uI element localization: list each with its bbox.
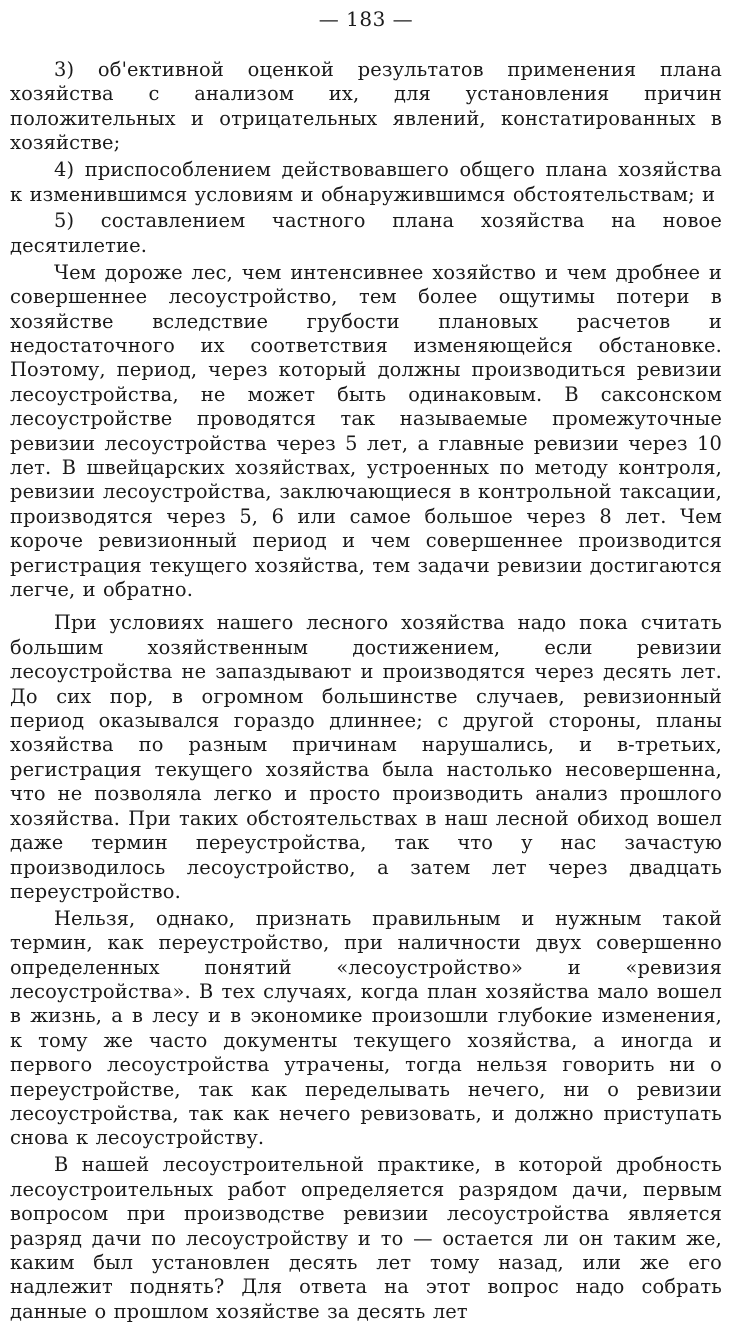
paragraph-item-5: 5) составлением частного плана хозяйства на новое десятилетие. xyxy=(10,209,722,257)
paragraph-our-conditions: При условиях нашего лесного хозяйства надо пока считать большим хозяйственным достижением, если ревизии лесоустройства не запаздывают и производятся через десять лет. До сих пор, в огромном большинстве случаев, ревизионный период оказывался гораздо длиннее; с другой стороны, планы хозяйства по разным причинам нарушались, и в-третьих, регистрация текущего хозяйства была настолько несовершенна, что не позволяла легко и просто производить анализ прошлого хозяйства. При таких обстоятельствах в наш лесной обиход вошел даже термин переустройства, так что у нас зачастую производилось лесоустройство, а затем лет через двадцать переустройство. xyxy=(10,611,722,903)
paragraph-item-4: 4) приспособлением действовавшего общего плана хозяйства к изменившимся условиям и обнаружившимся обстоятельствам; и xyxy=(10,158,722,206)
paragraph-item-3: 3) об'ективной оценкой результатов применения плана хозяйства с анализом их, для установления причин положительных и отрицательных явлений, констатированных в хозяйстве; xyxy=(10,58,722,155)
paragraph-practice: В нашей лесоустроительной практике, в которой дробность лесоустроительных работ определяется разрядом дачи, первым вопросом при производстве ревизии лесоустройства является разряд дачи по лесоустройству и то — остается ли он таким же, каким был установлен десять лет тому назад, или же его надлежит поднять? Для ответа на этот вопрос надо собрать данные о прошлом хозяйстве за десять лет xyxy=(10,1153,722,1323)
paragraph-revision-period: Чем дороже лес, чем интенсивнее хозяйство и чем дробнее и совершеннее лесоустройство, тем более ощутимы потери в хозяйстве вследствие грубости плановых расчетов и недостаточного их соответствия изменяющейся обстановке. Поэтому, период, через который должны производиться ревизии лесоустройства, не может быть одинаковым. В саксонском лесоустройстве проводятся так называемые промежуточные ревизии лесоустройства через 5 лет, а главные ревизии через 10 лет. В швейцарских хозяйствах, устроенных по методу контроля, ревизии лесоустройства, заключающиеся в контрольной таксации, производятся через 5, 6 или самое большое через 8 лет. Чем короче ревизионный период и чем совершеннее производится регистрация текущего хозяйства, тем задачи ревизии достигаются легче, и обратно. xyxy=(10,260,722,602)
paragraph-reorganization-term: Нельзя, однако, признать правильным и нужным такой термин, как переустройство, при наличности двух совершенно определенных понятий «лесоустройство» и «ревизия лесоустройства». В тех случаях, когда план хозяйства мало вошел в жизнь, а в лесу и в экономике произошли глубокие изменения, к тому же часто документы текущего хозяйства, а иногда и первого лесоустройства утрачены, тогда нельзя говорить ни о переустройстве, так как переделывать нечего, ни о ревизии лесоустройства, так как нечего ревизовать, и должно приступать снова к лесоустройству. xyxy=(10,906,722,1150)
page-number: — 183 — xyxy=(318,7,414,31)
